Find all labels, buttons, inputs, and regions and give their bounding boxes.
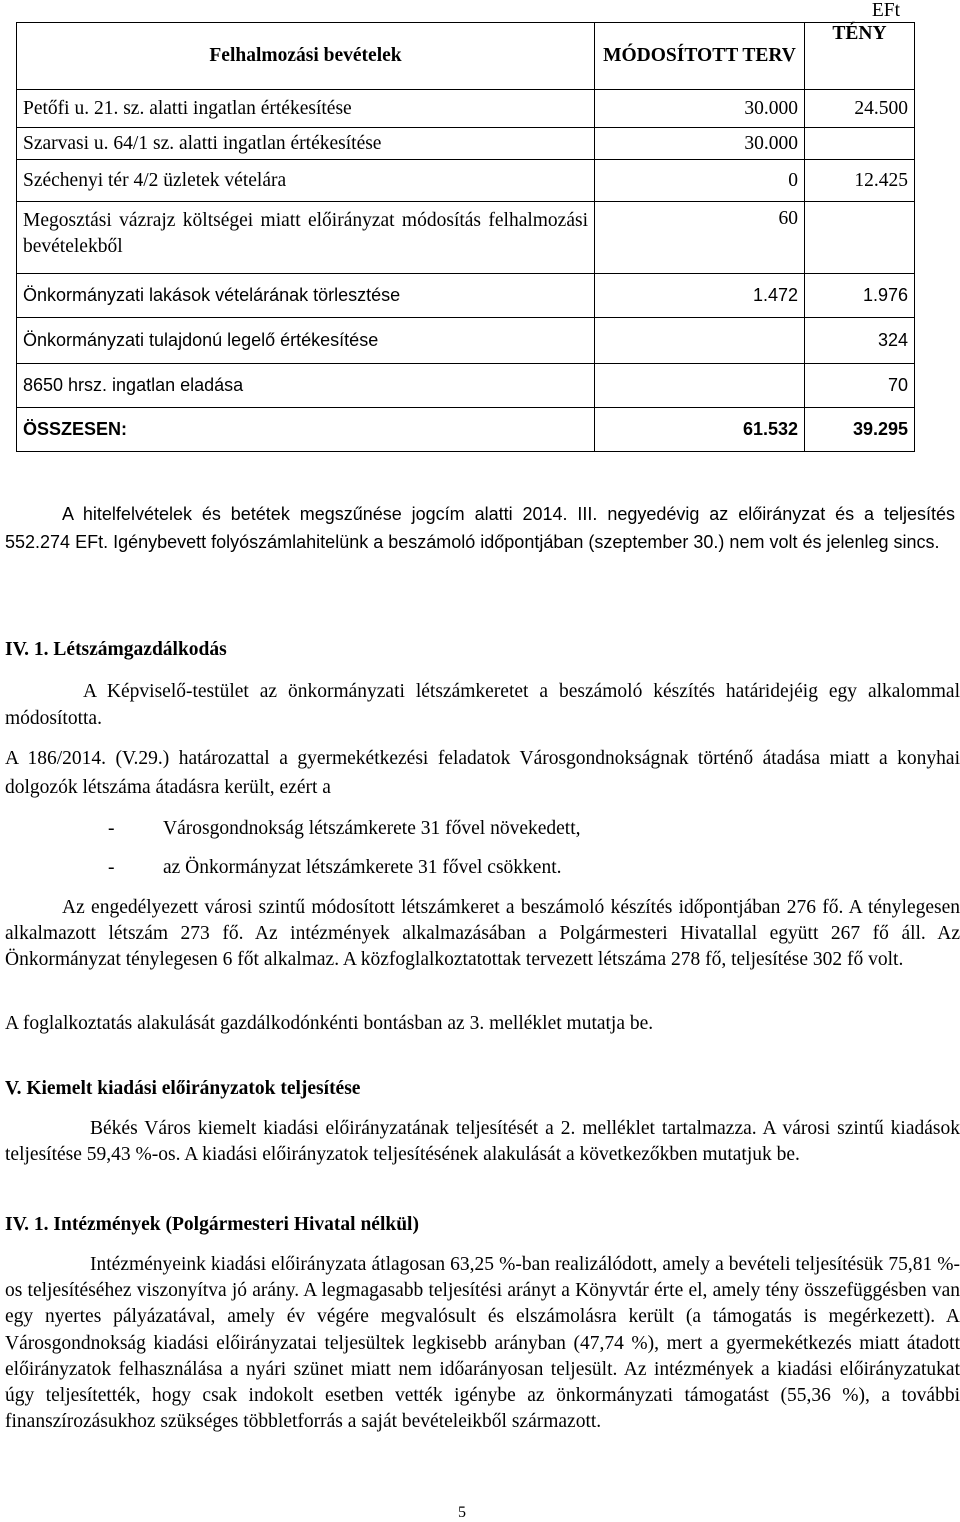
- list-item: [108, 855, 562, 881]
- table-total-row: [17, 408, 915, 452]
- row-plan: 0: [595, 160, 805, 202]
- paragraph-headcount: Az engedélyezett városi szintű módosított létszámkeret a beszámoló készítés időpontjában 276 fő. A ténylegesen alkalmazott létszám 273 fő. Az intézmények alkalmazásában a Polgármesteri Hivatallal együtt 267 fő áll. Az Önkormányzat ténylegesen 6 főt alkalmaz. A közfoglalkoztatottak tervezett létszáma 278 fő, teljesítése 302 fő volt.: [5, 897, 960, 970]
- row-label: 8650 hrsz. ingatlan eladása: [17, 364, 595, 408]
- row-actual: [805, 128, 915, 160]
- row-actual: [805, 202, 915, 274]
- paragraph-employment: A foglalkoztatás alakulását gazdálkodónkénti bontásban az 3. melléklet mutatja be.: [5, 1013, 654, 1034]
- total-plan: 61.532: [595, 408, 805, 452]
- heading-staffing: IV. 1. Létszámgazdálkodás: [5, 639, 227, 660]
- table-row: [17, 90, 915, 128]
- table-header-row: [17, 23, 915, 90]
- table-row: [17, 274, 915, 318]
- paragraph-resolution: A 186/2014. (V.29.) határozattal a gyermekétkezési feladatok Városgondnokságnak történő átadása miatt a konyhai dolgozók létszáma átadásra került, ezért a: [5, 748, 960, 798]
- header-actual: TÉNY: [805, 23, 915, 90]
- unit-label: EFt: [871, 0, 900, 21]
- heading-expenditures: V. Kiemelt kiadási előirányzatok teljesítése: [5, 1078, 361, 1099]
- row-plan: 30.000: [595, 90, 805, 128]
- row-label: Szarvasi u. 64/1 sz. alatti ingatlan értékesítése: [17, 128, 595, 160]
- row-plan: 60: [595, 202, 805, 274]
- row-plan: [595, 318, 805, 364]
- row-plan: 30.000: [595, 128, 805, 160]
- row-label: Megosztási vázrajz költségei miatt előirányzat módosítás felhalmozási bevételekből: [17, 202, 595, 274]
- row-actual: 1.976: [805, 274, 915, 318]
- row-label: Petőfi u. 21. sz. alatti ingatlan értékesítése: [17, 90, 595, 128]
- paragraph-staff-frame: A Képviselő-testület az önkormányzati létszámkeretet a beszámoló készítés határidejéig egy alkalommal módosította.: [5, 681, 960, 729]
- table-row: [17, 128, 915, 160]
- header-label: Felhalmozási bevételek: [17, 23, 595, 90]
- heading-institutions: IV. 1. Intézmények (Polgármesteri Hivatal nélkül): [5, 1214, 419, 1235]
- bullet-text: Városgondnokság létszámkerete 31 fővel növekedett,: [163, 818, 581, 839]
- row-actual: 24.500: [805, 90, 915, 128]
- row-label: Önkormányzati tulajdonú legelő értékesítése: [17, 318, 595, 364]
- revenue-table: [16, 22, 915, 452]
- row-actual: 70: [805, 364, 915, 408]
- row-label: Széchenyi tér 4/2 üzletek vételára: [17, 160, 595, 202]
- total-label: ÖSSZESEN:: [17, 408, 595, 452]
- row-actual: 324: [805, 318, 915, 364]
- row-actual: 12.425: [805, 160, 915, 202]
- table-row: [17, 160, 915, 202]
- bullet-text: az Önkormányzat létszámkerete 31 fővel csökkent.: [163, 857, 562, 878]
- total-actual: 39.295: [805, 408, 915, 452]
- table-row: [17, 202, 915, 274]
- header-plan: MÓDOSÍTOTT TERV: [595, 23, 805, 90]
- list-item: [108, 816, 581, 842]
- row-plan: [595, 364, 805, 408]
- page-number: 5: [458, 1504, 466, 1521]
- row-plan: 1.472: [595, 274, 805, 318]
- paragraph-city-expenditure: Békés Város kiemelt kiadási előirányzatának teljesítését a 2. melléklet tartalmazza. A városi szintű kiadások teljesítése 59,43 %-os. A kiadási előirányzatok teljesítésének alakulását a következőkben mutatjuk be.: [5, 1118, 960, 1165]
- dash-bullet: -: [108, 818, 115, 839]
- row-label: Önkormányzati lakások vételárának törlesztése: [17, 274, 595, 318]
- table-row: [17, 318, 915, 364]
- paragraph-institutions: Intézményeink kiadási előirányzata átlagosan 63,25 %-ban realizálódott, amely a bevételi teljesítésük 75,81 %-os teljesítéséhez viszonyítva jó arány. A legmagasabb teljesítési arányt a Könyvtár érte el, amely tény összefüggésben van egy nyertes pályázatával, amely év végére megvalósult és elszámolásra került (a támogatás is megérkezett). A Városgondnokság kiadási előirányzatai teljesültek legkisebb arányban (47,74 %), mert a gyermekétkezés miatt átadott előirányzatok felhasználása a nyári szünet miatt nem időarányosan teljesült. Az intézmények a kiadási előirányzatukat úgy teljesítették, hogy csak indokolt esetben vették igénybe az önkormányzati támogatást (55,36 %), a további finanszírozásukhoz szükséges többletforrás a saját bevételeikből származott.: [5, 1254, 960, 1433]
- dash-bullet: -: [108, 857, 115, 878]
- table-row: [17, 364, 915, 408]
- paragraph-loans: A hitelfelvételek és betétek megszűnése jogcím alatti 2014. III. negyedévig az előirányzat és a teljesítés 552.274 EFt. Igénybevett folyószámlahitelünk a beszámoló időpontjában (szeptember 30.) nem volt és jelenleg sincs.: [5, 504, 955, 552]
